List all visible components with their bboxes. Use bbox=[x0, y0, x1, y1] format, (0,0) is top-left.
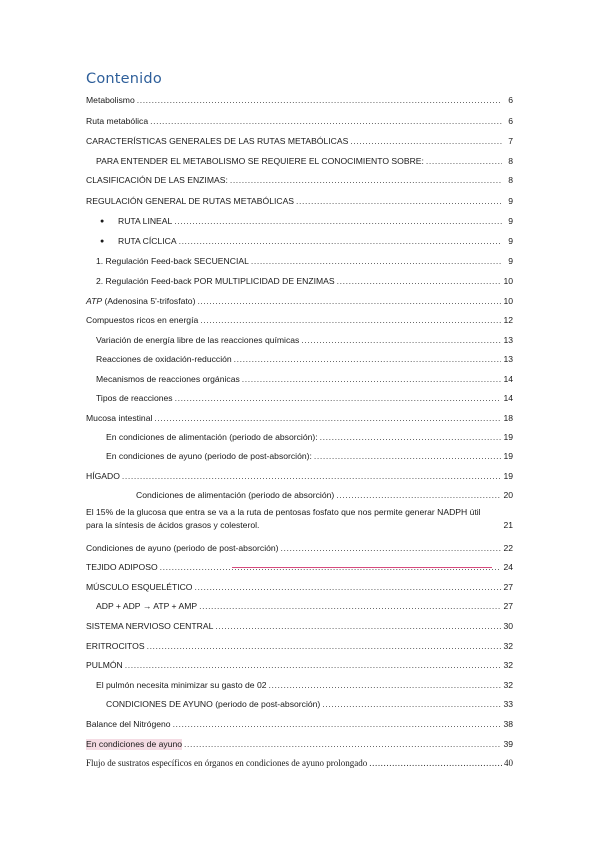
dot-leader bbox=[281, 543, 502, 554]
toc-entry-page: 12 bbox=[503, 315, 513, 325]
toc-entry-page: 10 bbox=[503, 296, 513, 306]
dot-leader bbox=[150, 116, 502, 127]
toc-entry-text: Compuestos ricos en energía bbox=[86, 315, 199, 325]
toc-entry-text: (Adenosina 5'-trifosfato) bbox=[102, 296, 196, 306]
dot-leader bbox=[179, 236, 502, 247]
toc-entry-text: PULMÓN bbox=[86, 660, 123, 670]
bullet-icon: ● bbox=[100, 218, 105, 225]
toc-entry[interactable] bbox=[86, 172, 513, 186]
toc-entry-text: RUTA LINEAL bbox=[118, 216, 173, 226]
dot-leader bbox=[269, 680, 502, 691]
toc-entry-page: 32 bbox=[503, 680, 513, 690]
toc-entry-text: Ruta metabólica bbox=[86, 116, 149, 126]
toc-entry-text: El pulmón necesita minimizar su gasto de 02 bbox=[96, 680, 267, 690]
toc-entry-text: Reacciones de oxidación-reducción bbox=[96, 354, 232, 364]
toc-entry-page: 9 bbox=[508, 196, 513, 206]
toc-entry-page: 24 bbox=[503, 562, 513, 572]
bullet-icon: ● bbox=[100, 238, 105, 245]
dot-leader bbox=[350, 136, 502, 147]
toc-entry[interactable] bbox=[106, 429, 513, 443]
toc-entry-page: 9 bbox=[508, 216, 513, 226]
toc-entry-page: 6 bbox=[508, 116, 513, 126]
toc-entry-page: 39 bbox=[503, 739, 513, 749]
toc-entry-page: 13 bbox=[503, 354, 513, 364]
toc-entry[interactable] bbox=[86, 716, 513, 730]
dot-leader bbox=[251, 256, 502, 267]
dot-leader bbox=[215, 621, 501, 632]
toc-entry-text: PARA ENTENDER EL METABOLISMO SE REQUIERE EL CONOCIMIENTO SOBRE: bbox=[96, 156, 424, 166]
toc-entry-page: 27 bbox=[503, 582, 513, 592]
toc-entry[interactable] bbox=[96, 233, 513, 247]
dot-leader bbox=[242, 374, 502, 385]
toc-entry[interactable] bbox=[86, 293, 513, 307]
toc-entry-text: ADP + ADP → ATP + AMP bbox=[96, 601, 198, 611]
toc-entry[interactable] bbox=[86, 133, 513, 147]
dot-leader bbox=[426, 156, 502, 167]
dot-leader bbox=[320, 432, 502, 443]
toc-entry-page: 8 bbox=[508, 156, 513, 166]
toc-entry[interactable] bbox=[106, 696, 513, 710]
dot-leader bbox=[322, 699, 501, 710]
toc-heading: Contenido bbox=[86, 71, 162, 87]
toc-entry[interactable] bbox=[86, 468, 513, 482]
toc-entry-text: Tipos de reacciones bbox=[96, 393, 173, 403]
toc-entry-text: El 15% de la glucosa que entra se va a la ruta de pentosas fosfato que nos permite generar NADPH útil para la síntesis de ácidos grasos y colesterol. bbox=[86, 507, 481, 530]
toc-entry[interactable] bbox=[86, 312, 513, 326]
dot-leader bbox=[234, 354, 502, 365]
toc-entry-page: 7 bbox=[508, 136, 513, 146]
toc-entry[interactable] bbox=[86, 638, 513, 652]
dot-leader bbox=[122, 471, 502, 482]
dot-leader bbox=[336, 490, 501, 501]
dot-leader bbox=[175, 393, 502, 404]
toc-entry-text: TEJIDO ADIPOSO bbox=[86, 562, 158, 572]
dot-leader bbox=[184, 739, 501, 750]
toc-entry[interactable] bbox=[86, 540, 513, 554]
toc-entry[interactable] bbox=[96, 213, 513, 227]
toc-entry-text: Mecanismos de reacciones orgánicas bbox=[96, 374, 240, 384]
toc-entry[interactable] bbox=[96, 677, 513, 691]
toc-entry-text: En condiciones de ayuno bbox=[86, 739, 183, 749]
toc-entry-text: RUTA CÍCLICA bbox=[118, 236, 177, 246]
toc-entry[interactable] bbox=[86, 193, 513, 207]
toc-entry-page: 6 bbox=[508, 95, 513, 105]
toc-entry-text: HÍGADO bbox=[86, 471, 120, 481]
toc-entry-page: 18 bbox=[503, 413, 513, 423]
toc-entry-page: 19 bbox=[503, 432, 513, 442]
toc-entry-page: 33 bbox=[503, 699, 513, 709]
toc-entry[interactable] bbox=[86, 755, 513, 769]
toc-entry[interactable] bbox=[86, 579, 513, 593]
toc-entry-page: 38 bbox=[503, 719, 513, 729]
toc-entry[interactable] bbox=[106, 448, 513, 462]
toc-entry[interactable] bbox=[96, 598, 513, 612]
dot-leader bbox=[230, 175, 502, 186]
toc-entry[interactable] bbox=[86, 559, 513, 573]
toc-entry[interactable] bbox=[136, 487, 513, 501]
toc-entry-text: Condiciones de ayuno (periodo de post-absorción) bbox=[86, 543, 279, 553]
toc-entry-text: Balance del Nitrógeno bbox=[86, 719, 171, 729]
toc-entry[interactable] bbox=[86, 505, 513, 531]
dot-leader bbox=[173, 719, 502, 730]
dot-leader bbox=[369, 758, 502, 769]
toc-entry-page: 22 bbox=[503, 543, 513, 553]
dot-leader bbox=[147, 641, 502, 652]
toc-entry-page: 19 bbox=[503, 471, 513, 481]
dot-leader bbox=[125, 660, 502, 671]
dot-leader bbox=[200, 315, 501, 326]
toc-entry-text: 1. Regulación Feed-back SECUENCIAL bbox=[96, 256, 249, 266]
toc-entry[interactable] bbox=[86, 618, 513, 632]
toc-entry-text: Condiciones de alimentación (periodo de absorción) bbox=[136, 490, 335, 500]
toc-entry-text: MÚSCULO ESQUELÉTICO bbox=[86, 582, 193, 592]
toc-entry-page: 27 bbox=[503, 601, 513, 611]
dot-leader bbox=[174, 216, 502, 227]
toc-entry-page: 32 bbox=[503, 641, 513, 651]
dot-leader bbox=[195, 582, 502, 593]
toc-entry-text: En condiciones de ayuno (periodo de post-absorción): bbox=[106, 451, 312, 461]
toc-entry-text: REGULACIÓN GENERAL DE RUTAS METABÓLICAS bbox=[86, 196, 295, 206]
toc-entry-text: CLASIFICACIÓN DE LAS ENZIMAS: bbox=[86, 175, 228, 185]
toc-entry-text: ERITROCITOS bbox=[86, 641, 145, 651]
dot-leader bbox=[197, 296, 501, 307]
toc-entry-text: CARACTERÍSTICAS GENERALES DE LAS RUTAS METABÓLICAS bbox=[86, 136, 349, 146]
toc-entry-text: Mucosa intestinal bbox=[86, 413, 153, 423]
toc-entry-page: 21 bbox=[503, 520, 513, 530]
toc-entry[interactable] bbox=[96, 371, 513, 385]
toc-entry[interactable] bbox=[96, 253, 513, 267]
toc-entry[interactable] bbox=[86, 113, 513, 127]
toc-entry[interactable] bbox=[96, 390, 513, 404]
toc-entry-page: 32 bbox=[503, 660, 513, 670]
toc-entry-page: 8 bbox=[508, 175, 513, 185]
toc-entry[interactable] bbox=[96, 332, 513, 346]
dot-leader bbox=[314, 451, 502, 462]
toc-entry-page: 14 bbox=[503, 374, 513, 384]
toc-entry-page: 20 bbox=[503, 490, 513, 500]
dot-leader bbox=[154, 413, 501, 424]
toc-entry-text: Metabolismo bbox=[86, 95, 135, 105]
toc-entry[interactable] bbox=[86, 736, 513, 750]
dot-leader bbox=[296, 196, 502, 207]
toc-entry-page: 40 bbox=[504, 758, 513, 768]
toc-entry-text: Variación de energía libre de las reacciones químicas bbox=[96, 335, 300, 345]
toc-entry-text: SISTEMA NERVIOSO CENTRAL bbox=[86, 621, 214, 631]
toc-entry[interactable] bbox=[96, 153, 513, 167]
toc-entry-page: 9 bbox=[508, 236, 513, 246]
toc-entry[interactable] bbox=[86, 657, 513, 671]
toc-entry-page: 10 bbox=[503, 276, 513, 286]
toc-entry-text-wrap bbox=[86, 296, 195, 307]
dot-leader bbox=[199, 601, 501, 612]
toc-entry-page: 9 bbox=[508, 256, 513, 266]
toc-entry[interactable] bbox=[86, 410, 513, 424]
dot-leader bbox=[337, 276, 502, 287]
toc-entry-text: 2. Regulación Feed-back POR MULTIPLICIDAD DE ENZIMAS bbox=[96, 276, 335, 286]
toc-entry-page: 30 bbox=[503, 621, 513, 631]
revision-underline bbox=[232, 567, 492, 568]
dot-leader bbox=[301, 335, 501, 346]
dot-leader bbox=[137, 95, 502, 106]
toc-entry-page: 13 bbox=[503, 335, 513, 345]
toc-entry[interactable] bbox=[96, 351, 513, 365]
toc-entry-page: 14 bbox=[503, 393, 513, 403]
toc-entry[interactable] bbox=[86, 92, 513, 106]
toc-entry-text: En condiciones de alimentación (periodo de absorción): bbox=[106, 432, 318, 442]
toc-entry-italic: ATP bbox=[86, 296, 103, 306]
toc-entry-text: CONDICIONES DE AYUNO (periodo de post-absorción) bbox=[106, 699, 321, 709]
toc-entry-text: Flujo de sustratos específicos en órganos en condiciones de ayuno prolongado bbox=[86, 758, 368, 768]
toc-entry[interactable] bbox=[96, 273, 513, 287]
toc-entry-page: 19 bbox=[503, 451, 513, 461]
